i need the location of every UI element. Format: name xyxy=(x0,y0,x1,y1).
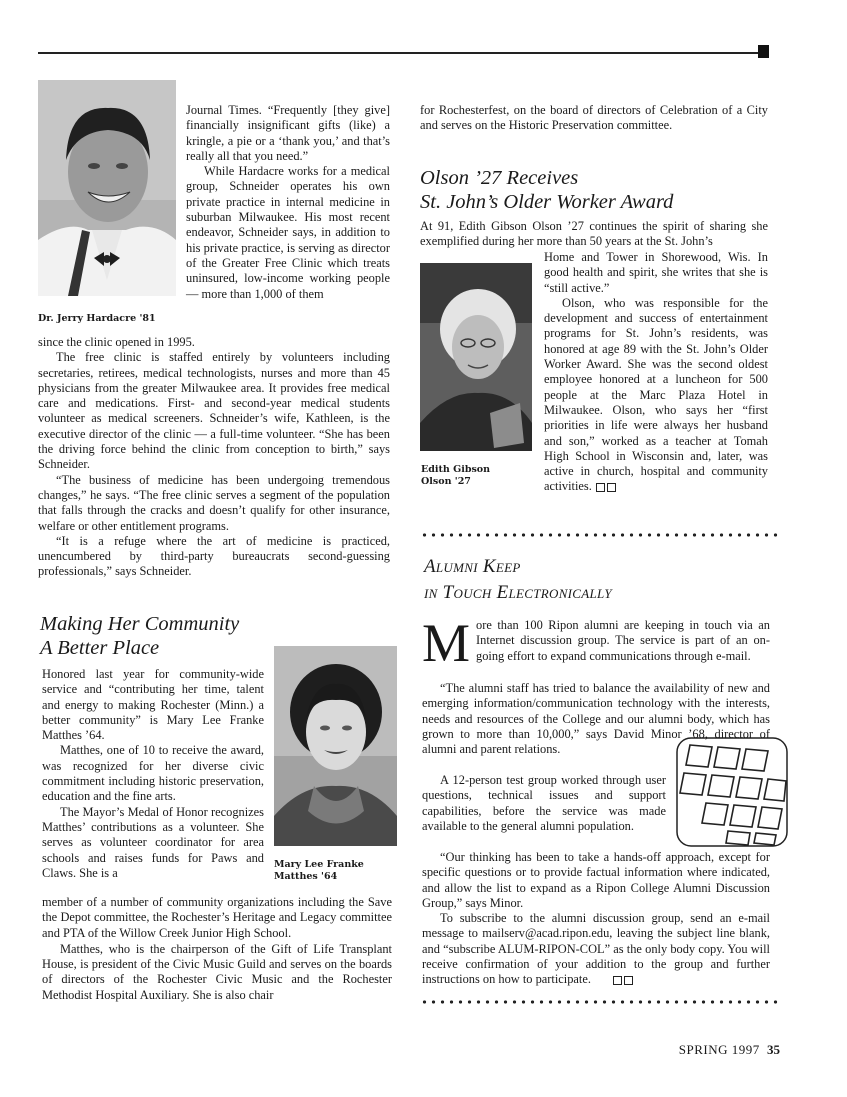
hardacre-para-5: “The business of medicine has been undergoing tremendous changes,” he says. “The free clinic serves a segment of the population that falls through the cracks and doesn’t qualify for other insurance, welfare or other entitlement programs. xyxy=(38,472,390,533)
alumni-lead-text: ore than 100 Ripon alumni are keeping in touch via an Internet discussion group. The service is part of an on-going effort to expand communications through e-mail. xyxy=(476,618,770,663)
matthes-beside-text xyxy=(42,667,264,881)
page-footer xyxy=(600,1042,780,1058)
olson-photo xyxy=(420,263,532,451)
end-mark-icon xyxy=(613,976,633,985)
alumni-title-line-2: in Touch Electronically xyxy=(424,582,612,603)
top-rule xyxy=(38,52,760,54)
matthes-caption-line-1: Mary Lee Franke xyxy=(274,859,364,870)
matthes-continued: for Rochesterfest, on the board of directors of Celebration of a City and serves on the Historic Preservation committee. xyxy=(420,103,768,133)
alumni-para-4-wrap xyxy=(422,911,770,987)
drop-cap: M xyxy=(422,613,471,673)
hardacre-para-1: Journal Times. “Frequently [they give] financially insignificant gifts (like) a kringle, a pie or a ‘thank you,’ and that’s really all that you need.” xyxy=(186,103,390,163)
matthes-title-line-2: A Better Place xyxy=(40,637,160,659)
alumni-para-1: “The alumni staff has tried to balance the availability of new and emerging information/communication technology with the interests, needs and resources of the College and our alumni body, which has grown to more than 10,000,” says David Minor ’68, director of alumni and parent relations. xyxy=(422,681,770,757)
matthes-para-2: Matthes, one of 10 to receive the award, was recognized for her diverse civic commitment including historic preservation, education and the fine arts. xyxy=(42,743,264,804)
dotted-separator-1 xyxy=(420,533,780,537)
olson-caption xyxy=(421,464,533,488)
matthes-title-line-1: Making Her Community xyxy=(40,613,240,635)
hardacre-para-3: since the clinic opened in 1995. xyxy=(38,335,195,349)
olson-headline xyxy=(420,166,770,214)
end-mark-icon xyxy=(596,483,616,492)
hardacre-beside-text xyxy=(186,103,390,302)
matthes-caption xyxy=(274,859,399,883)
matthes-body-text xyxy=(42,895,392,1003)
alumni-lead xyxy=(422,613,770,673)
olson-beside-text xyxy=(544,250,768,495)
olson-para-1: Home and Tower in Shorewood, Wis. In good health and spirit, she writes that she is “still active.” xyxy=(544,250,768,295)
matthes-caption-line-2: Matthes '64 xyxy=(274,871,338,882)
olson-para-2: Olson, who was responsible for the development and success of entertainment programs for St. John’s residents, was honored at age 89 with the St. John’s Older Worker Award. She was the second oldest employee honored at a luncheon for 500 people at the Marc Plaza Hotel in Milwaukee. Olson, who says her “first priorities in life were always her husband and son,” worked as a teacher at Tomah High School in Wisconsin and, later, was active in church, hospital and community activities. xyxy=(544,295,768,494)
hardacre-caption: Dr. Jerry Hardacre '81 xyxy=(38,313,156,324)
alumni-para-3: “Our thinking has been to take a hands-off approach, except for specific questions or to provide factual information where indicated, and allow the list to expand as a Ripon College Alumni Discussion Group,” says Minor. xyxy=(422,850,770,910)
hardacre-para-6: “It is a refuge where the art of medicine is practiced, unencumbered by third-party bureaucrats second-guessing professionals,” says Schneider. xyxy=(38,533,390,579)
alumni-para-2: A 12-person test group worked through user questions, technical issues and support capabilities, before the service was made available to the general alumni population. xyxy=(422,773,666,833)
alumni-title-line-1: Alumni Keep xyxy=(424,556,521,577)
matthes-para-1: Honored last year for community-wide service and “contributing her time, talent and energy to making Rochester (Minn.) a better community” is Mary Lee Franke Matthes ’64. xyxy=(42,667,264,743)
olson-title-line-2: St. John’s Older Worker Award xyxy=(420,191,674,213)
olson-intro: At 91, Edith Gibson Olson ’27 continues the spirit of sharing she exemplified during her more than 50 years at the St. John’s xyxy=(420,219,768,249)
matthes-para-5: Matthes, who is the chairperson of the Gift of Life Transplant House, is president of the Civic Music Guild and serves on the boards of directors of the Rochester Civic Music and the Rochester Methodist Hospital Auxiliary. She is also chair xyxy=(42,941,392,1002)
matthes-para-3: The Mayor’s Medal of Honor recognizes Matthes’ contributions as a volunteer. She serves as volunteer coordinator for area schools and raises funds for Paws and Claws. She is a xyxy=(42,804,264,880)
top-rule-block xyxy=(758,45,769,58)
olson-title-line-1: Olson ’27 Receives xyxy=(420,167,579,189)
alumni-headline xyxy=(424,554,784,606)
matthes-headline xyxy=(40,612,280,660)
dotted-separator-2 xyxy=(420,1000,782,1004)
hardacre-para-2: While Hardacre works for a medical group, Schneider operates his own private practice in internal medicine in suburban Milwaukee. His most recent endeavor, Schneider says, in addition to his private practice, is serving as director of the Greater Free Clinic which treats uninsured, low-income working people — more than 1,000 of them xyxy=(186,164,390,301)
hardacre-body-text xyxy=(38,335,390,580)
hardacre-para-4: The free clinic is staffed entirely by volunteers including secretaries, retirees, medical technologists, nurses and more than 45 physicians from the greater Milwaukee area. It provides free medical care and medications. First- and second-year medical students volunteer as medical screeners. Schneider’s wife, Kathleen, is the executive director of the clinic — a full-time volunteer. “She has been the driving force behind the clinic from conception to birth,” says Schneider. xyxy=(38,350,390,472)
olson-caption-line-1: Edith Gibson xyxy=(421,464,491,475)
issue-label: SPRING 1997 xyxy=(678,1042,760,1057)
olson-para-2-wrap xyxy=(544,296,768,495)
hardacre-photo xyxy=(38,80,176,296)
page-number: 35 xyxy=(767,1042,780,1057)
matthes-photo xyxy=(274,646,397,846)
olson-caption-line-2: Olson '27 xyxy=(421,476,471,487)
matthes-para-4: member of a number of community organizations including the Save the Depot committee, the Rochester’s Heritage and Legacy committee and PTA of the Willow Creek Junior High School. xyxy=(42,895,392,940)
alumni-para-4: To subscribe to the alumni discussion group, send an e-mail message to mailserv@acad.ripon.edu, leaving the subject line blank, and “subscribe ALUM-RIPON-COL” as the only body copy. You will receive confirmation of your addition to the group and further instructions on how to participate. xyxy=(422,911,770,987)
